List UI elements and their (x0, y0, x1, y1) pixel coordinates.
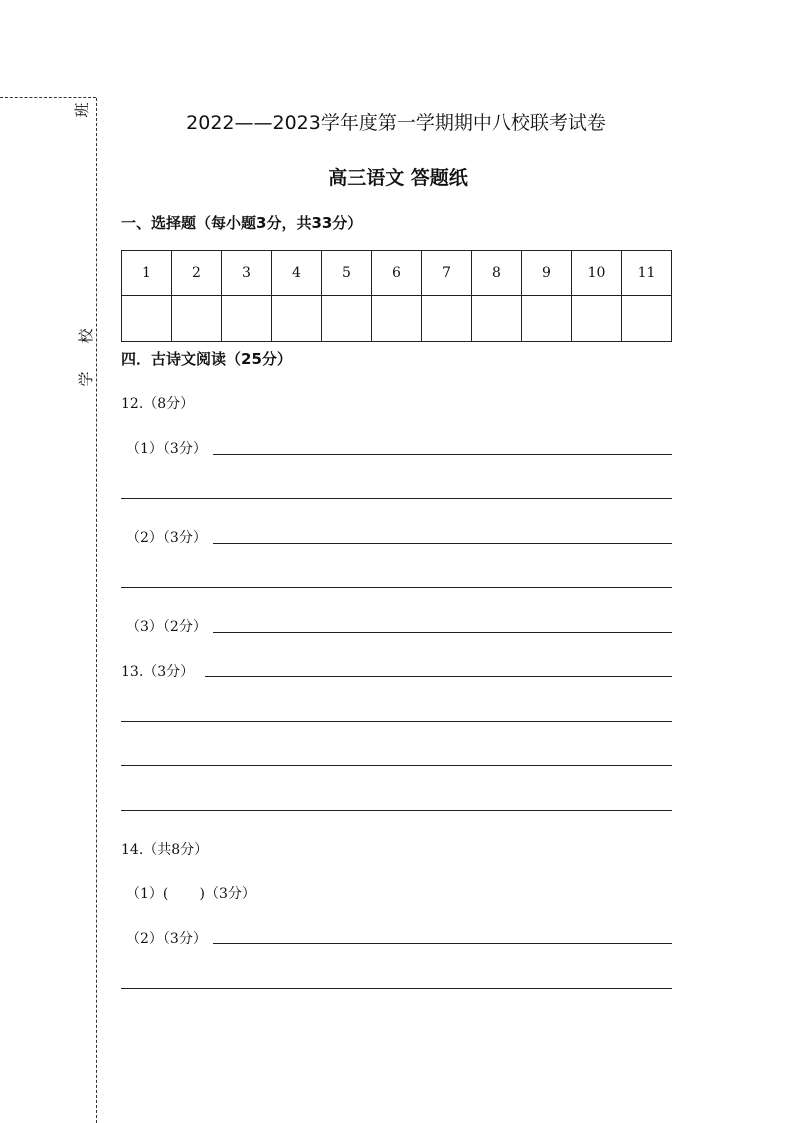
grid-header-cell: 3 (222, 251, 272, 296)
q12-sub2-label: （2）（3分） (126, 530, 207, 546)
q13-answer-line[interactable] (205, 676, 672, 677)
q14-sub2-answer-line-2[interactable] (121, 988, 672, 989)
margin-school-label-1: 校 (77, 328, 95, 344)
q12-sub3-label: （3）（2分） (126, 619, 207, 635)
choice-grid-answer-row (122, 296, 672, 342)
grid-header-cell: 2 (172, 251, 222, 296)
q13-answer-line-2[interactable] (121, 721, 672, 722)
answer-cell[interactable] (322, 296, 372, 342)
margin-school-label-2: 学 (77, 371, 95, 387)
margin-class-label: 班 (73, 102, 91, 118)
answer-cell[interactable] (422, 296, 472, 342)
grid-header-cell: 9 (522, 251, 572, 296)
grid-header-cell: 6 (372, 251, 422, 296)
grid-header-cell: 10 (572, 251, 622, 296)
answer-cell[interactable] (472, 296, 522, 342)
choice-grid-header-row (122, 251, 672, 296)
q13-answer-line-3[interactable] (121, 765, 672, 766)
q13-answer-line-4[interactable] (121, 810, 672, 811)
q12-sub2-answer-line-2[interactable] (121, 587, 672, 588)
q12-sub1-answer-line-2[interactable] (121, 498, 672, 499)
grid-header-cell: 4 (272, 251, 322, 296)
grid-header-cell: 11 (622, 251, 672, 296)
answer-cell[interactable] (172, 296, 222, 342)
q12-label: 12.（8分） (121, 396, 195, 412)
answer-cell[interactable] (522, 296, 572, 342)
answer-sheet-subtitle: 高三语文 答题纸 (328, 167, 468, 189)
q14-sub1-label: （1）( )（3分） (126, 886, 256, 902)
cut-line (96, 98, 97, 1123)
exam-title: 2022——2023学年度第一学期期中八校联考试卷 (186, 112, 606, 134)
answer-cell[interactable] (372, 296, 422, 342)
grid-header-cell: 1 (122, 251, 172, 296)
grid-header-cell: 8 (472, 251, 522, 296)
section-choice-heading: 一、选择题（每小题3分，共33分） (121, 214, 363, 232)
answer-cell[interactable] (222, 296, 272, 342)
q12-sub2-answer-line[interactable] (213, 543, 672, 544)
choice-answer-grid (121, 250, 672, 342)
q13-label: 13.（3分） (121, 664, 195, 680)
cut-line-top (0, 97, 96, 98)
q14-sub2-answer-line[interactable] (213, 943, 672, 944)
q12-sub1-answer-line[interactable] (213, 454, 672, 455)
grid-header-cell: 7 (422, 251, 472, 296)
answer-cell[interactable] (272, 296, 322, 342)
q12-sub3-answer-line[interactable] (213, 632, 672, 633)
answer-cell[interactable] (622, 296, 672, 342)
answer-cell[interactable] (122, 296, 172, 342)
q12-sub1-label: （1）（3分） (126, 441, 207, 457)
grid-header-cell: 5 (322, 251, 372, 296)
section-classical-heading: 四．古诗文阅读（25分） (121, 350, 292, 368)
answer-cell[interactable] (572, 296, 622, 342)
q14-label: 14.（共8分） (121, 842, 209, 858)
q14-sub2-label: （2）（3分） (126, 931, 207, 947)
